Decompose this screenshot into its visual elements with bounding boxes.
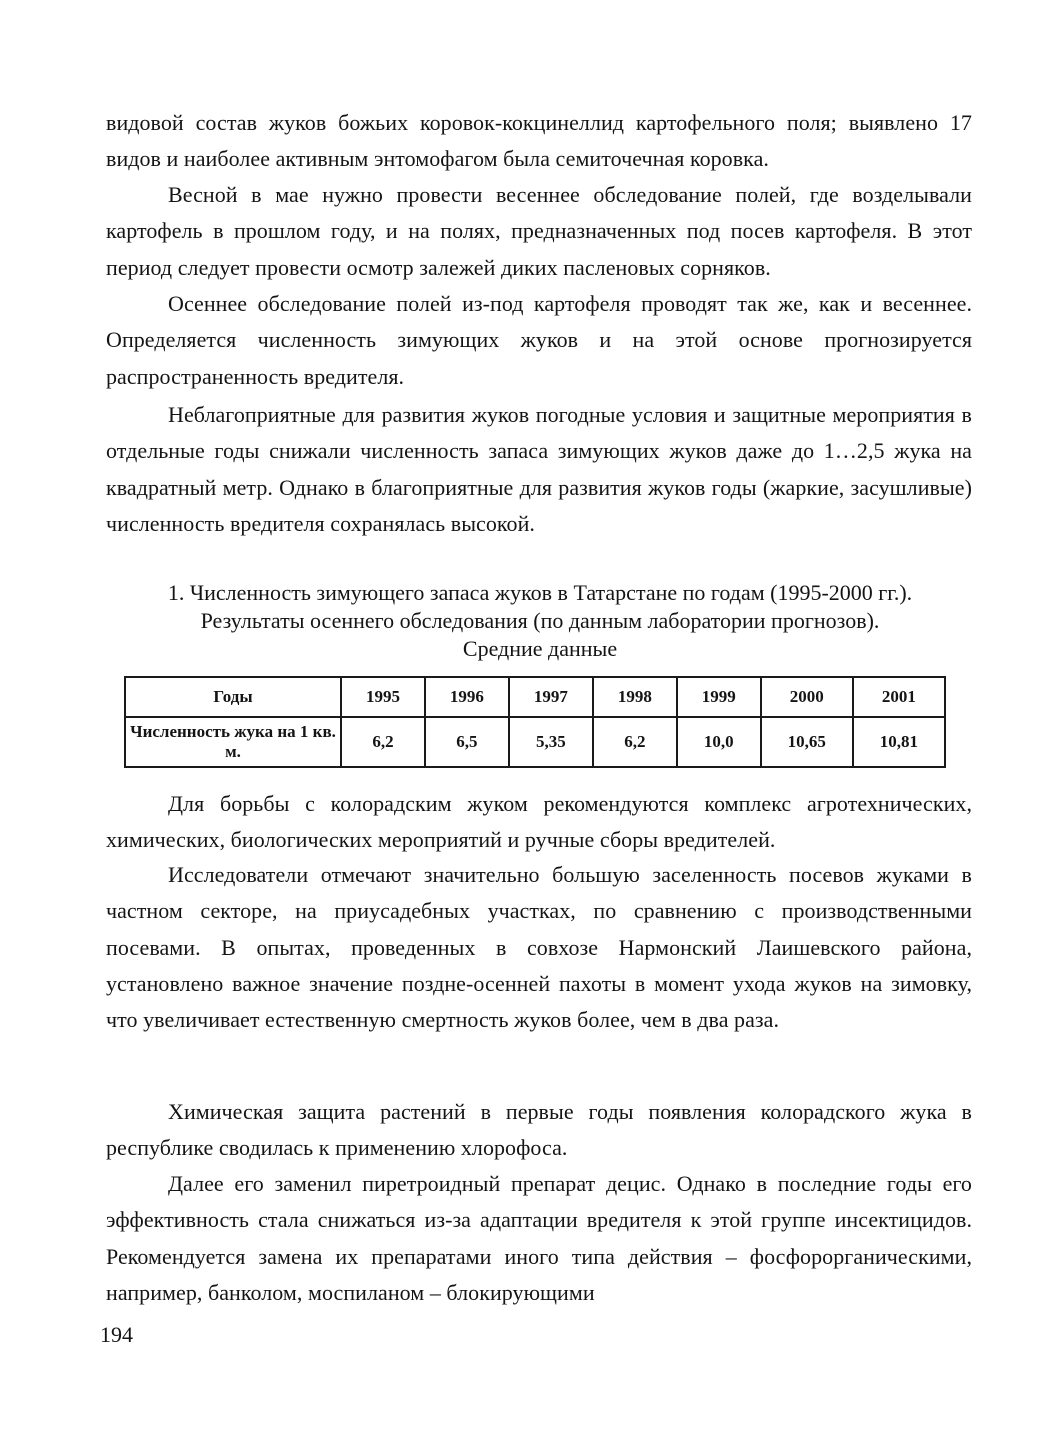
table-value-cell: 10,65 xyxy=(761,717,853,767)
table-year-cell: 1995 xyxy=(341,677,425,717)
table-year-cell: 2000 xyxy=(761,677,853,717)
paragraph-research-findings: Исследователи отмечают значительно большую заселенность посевов жуками в частном секторе, на приусадебных участках, по сравнению с производственными посевами. В опытах, проведенных в совхозе Нармонский Лаишевского района, установлено важное значение поздне-осенней пахоты в момент ухода жуков на зимовку, что увеличивает естественную смертность жуков более, чем в два раза. xyxy=(106,862,972,1033)
table-value-cell: 6,5 xyxy=(425,717,509,767)
paragraph-weather-conditions: Неблагоприятные для развития жуков погодные условия и защитные мероприятия в отдельные годы снижали численность запаса зимующих жуков даже до 1…2,5 жука на квадратный метр. Однако в благоприятные для развития жуков годы (жаркие, засушливые) численность вредителя сохранялась высокой. xyxy=(106,402,972,536)
table-caption-title: 1. Численность зимующего запаса жуков в Татарстане по годам (1995-2000 гг.). xyxy=(167,580,913,605)
table-row-label: Численность жука на 1 кв. м. xyxy=(125,717,341,767)
table-caption-note: Средние данные xyxy=(462,636,618,661)
paragraph-pyrethroid-replacement: Далее его заменил пиретроидный препарат децис. Однако в последние годы его эффективность стала снижаться из-за адаптации вредителя к этой группе инсектицидов. Рекомендуется замена их препаратами иного типа действия – фосфорорганическими, например, банколом, моспиланом – блокирующими xyxy=(106,1171,972,1305)
table-caption-source: Результаты осеннего обследования (по данным лаборатории прогнозов). xyxy=(200,608,880,633)
table-year-cell: 2001 xyxy=(853,677,945,717)
paragraph-autumn-survey: Осеннее обследование полей из-под картофеля проводят так же, как и весеннее. Определяется численность зимующих жуков и на этой основе прогнозируется распространенность вредителя. xyxy=(106,291,972,389)
page-number: 194 xyxy=(100,1322,133,1347)
table-value-row xyxy=(125,717,945,767)
paragraph-species-composition: видовой состав жуков божьих коровок-кокцинеллид картофельного поля; выявлено 17 видов и наиболее активным энтомофагом была семиточечная коровка. xyxy=(106,110,972,172)
table-value-cell: 6,2 xyxy=(341,717,425,767)
table-year-cell: 1996 xyxy=(425,677,509,717)
table-year-cell: 1997 xyxy=(509,677,593,717)
beetle-count-table xyxy=(124,676,946,768)
table-year-cell: 1998 xyxy=(593,677,677,717)
paragraph-chemical-protection: Химическая защита растений в первые годы появления колорадского жука в республике сводилась к применению хлорофоса. xyxy=(106,1099,972,1161)
table-header-label: Годы xyxy=(125,677,341,717)
table-header-row xyxy=(125,677,945,717)
table-value-cell: 10,0 xyxy=(677,717,761,767)
paragraph-control-complex: Для борьбы с колорадским жуком рекомендуются комплекс агротехнических, химических, биологических мероприятий и ручные сборы вредителей. xyxy=(106,791,972,853)
table-value-cell: 5,35 xyxy=(509,717,593,767)
table-year-cell: 1999 xyxy=(677,677,761,717)
table-value-cell: 6,2 xyxy=(593,717,677,767)
paragraph-spring-survey: Весной в мае нужно провести весеннее обследование полей, где возделывали картофель в прошлом году, и на полях, предназначенных под посев картофеля. В этот период следует провести осмотр залежей диких пасленовых сорняков. xyxy=(106,182,972,280)
table-value-cell: 10,81 xyxy=(853,717,945,767)
